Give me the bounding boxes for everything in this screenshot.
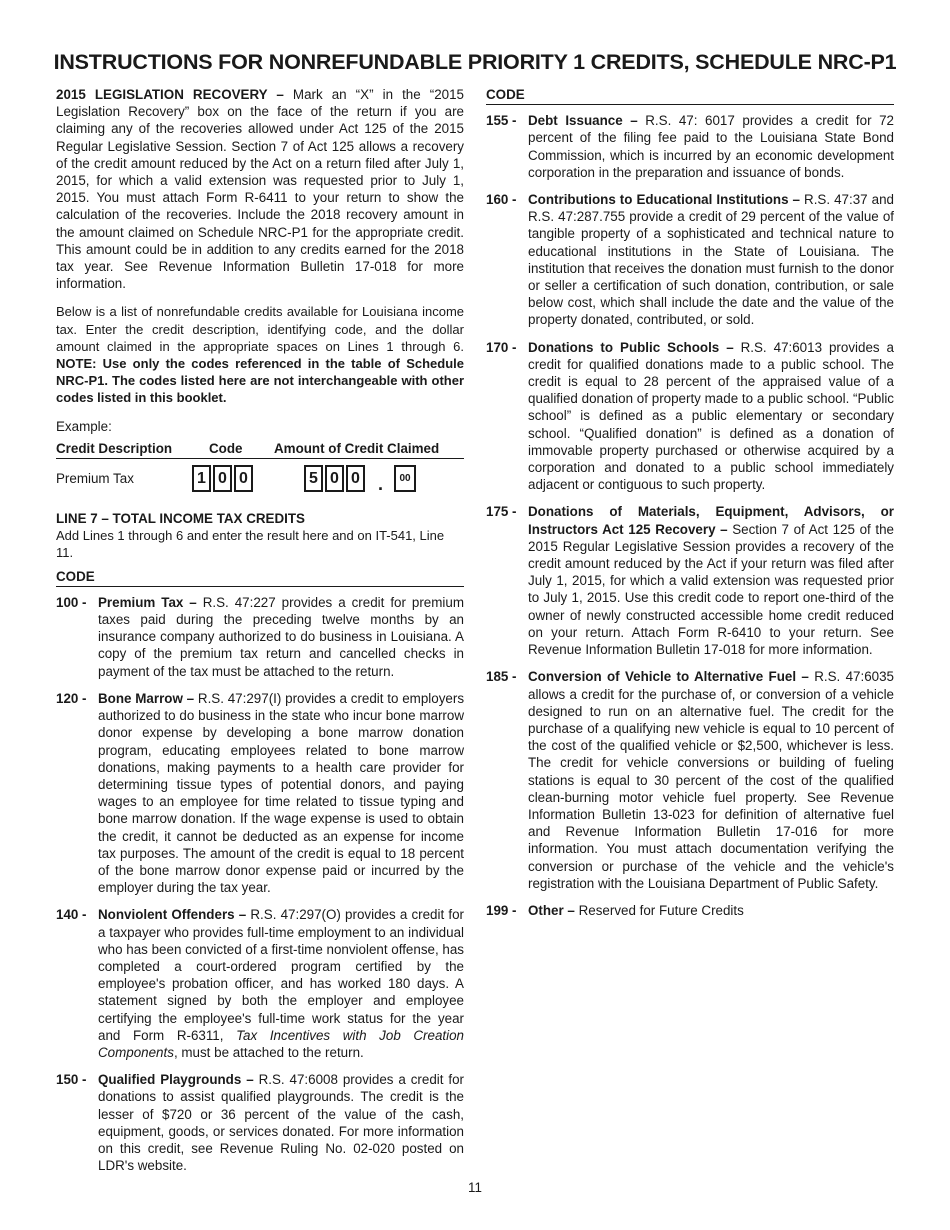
code-text: R.S. 47:297(O) provides a credit for a taxpayer who provides full-time employment to an individual who has been convicted of a first-time nonviolent offense, has completed a court-ordered program certified by the employee's probation officer, and has worked 180 days. A statement signed by both the employer and employee certifying the employee's full-time work status for the year and Form R-6311, [98,907,464,1043]
code-number: 155 - [486,113,517,129]
code-entry-155 [486,112,894,181]
line7-text: Add Lines 1 through 6 and enter the result here and on IT-541, Line 11. [56,528,445,561]
example-row [56,459,464,507]
intro-text: Below is a list of nonrefundable credits available for Louisiana income tax. Enter the credit description, identifying code, and the dollar amount claimed in the appropriate spaces on Lines 1 through 6. [56,304,464,354]
code-text: R.S. 47:6008 provides a credit for donations to assist qualified playgrounds. The credit is the lesser of $720 or 36 percent of the value of the cash, equipment, goods, or services donated. For more information on this credit, see Revenue Ruling No. 02-020 posted on LDR's website. [98,1072,465,1174]
code-entry-175 [486,503,894,658]
code-entry-100 [56,594,464,680]
example-cents-box [394,465,418,492]
code-title: Debt Issuance – [528,113,638,129]
code-text: Section 7 of Act 125 of the 2015 Regular Legislative Session provides a recovery of the credit amount reduced by the Act if your return was filed after July 1, 2015, for which a valid extension was requested prior to July 1, 2015. Use this credit code to report one-third of the owner of newly constructed accessible home credit reduced on your return. Attach Form R-6410 to your return. See Revenue Information Bulletin 17-018 for more information. [528,521,894,658]
cents-box: 00 [394,465,416,492]
intro-paragraph [56,303,464,406]
code-entry-160 [486,191,894,329]
legislation-recovery-text: Mark an “X” in the “2015 Legislation Recovery” box on the face of the return if you are claiming any of the recoveries allowed under Act 125 of the 2015 Regular Legislative Session. Section 7 of Act 125 allows a recovery of the credit amount reduced by the Act on a return filed after July 1, 2015, for which a valid extension was requested prior to July 1, 2015. You must attach Form R-6411 to your return to show the calculation of the recoveries. Include the 2018 recovery amount in the amount claimed on Schedule NRC-P1 for the appropriate credit. This amount could be in addition to any credits earned for the 2018 tax year. See Revenue Information Bulletin 17-018 for more information. [56,87,464,292]
code-number: 150 - [56,1072,87,1088]
code-title: Premium Tax – [98,594,197,610]
code-entry-199 [486,902,894,919]
code-entry-150 [56,1071,464,1174]
code-title: Donations of Materials, Equipment, Advisors, or Instructors Act 125 Recovery – [528,504,894,537]
code-text-italic: Tax Incentives with Job Creation Components [98,1027,465,1060]
decimal-point: . [378,474,384,495]
line7-section [56,510,464,562]
code-title: Donations to Public Schools – [528,339,734,355]
code-number: 199 - [486,902,517,918]
code-text: R.S. 47:6035 allows a credit for the purchase of, or conversion of a vehicle designed to run on an alternative fuel. The credit for the purchase of a qualifying new vehicle is equal to 10 percent of the cost of the qualified vehicle or $2,500, whichever is less. The credit for vehicle conversions or building of fueling stations is equal to 30 percent of the cost of the qualified clean-burning motor vehicle fuel property. See Revenue Information Bulletin 13-023 for definition of alternative fuel and Revenue Information Bulletin 17-016 for more information. You must attach documentation verifying the conversion or purchase of the vehicle and the vehicle's registration with the Louisiana Department of Public Safety. [528,669,894,891]
amount-digit-box: 0 [325,465,344,492]
code-heading-left: CODE [56,568,464,587]
line7-heading: LINE 7 – TOTAL INCOME TAX CREDITS [56,511,305,527]
legislation-recovery-paragraph [56,86,464,292]
code-text: Reserved for Future Credits [574,902,744,918]
code-digit-box: 1 [192,465,211,492]
code-heading-right: CODE [486,86,894,105]
example-col-description: Credit Description [56,440,173,456]
right-column [486,86,894,929]
example-amount-boxes [304,465,367,492]
code-title: Nonviolent Offenders – [98,907,247,923]
code-title: Contributions to Educational Institutions – [528,192,801,208]
code-number: 170 - [486,339,517,355]
code-digit-box: 0 [234,465,253,492]
code-title: Bone Marrow – [98,690,195,706]
intro-note: NOTE: Use only the codes referenced in the table of Schedule NRC-P1. The codes listed here are not interchangeable with other codes listed in this booklet. [56,356,464,406]
code-number: 120 - [56,690,87,706]
page-title: INSTRUCTIONS FOR NONREFUNDABLE PRIORITY 1 CREDITS, SCHEDULE NRC-P1 [53,50,897,74]
code-number: 185 - [486,669,517,685]
page-number: 11 [468,1180,482,1195]
code-entry-185 [486,668,894,892]
code-text: R.S. 47:37 and R.S. 47:287.755 provide a credit of 29 percent of the value of tangible property of a sophisticated and technical nature to educational institutions in the State of Louisiana. The institution that receives the donation must furnish to the donor or seller a certification of such donation, contribution, or sale below cost, which shall include the date and the value of the property donated, contributed, or sold. [528,192,894,328]
example-col-code: Code [209,440,243,456]
example-table-header [56,440,464,459]
code-text: R.S. 47: 6017 provides a credit for 72 percent of the filing fee paid to the Louisiana State Bond Commission, which is incurred by an economic development corporation in the preparation and issuance of bonds. [528,113,894,180]
example-code-boxes [192,465,255,492]
left-column [56,86,464,1184]
code-entry-170 [486,339,894,494]
legislation-recovery-heading: 2015 LEGISLATION RECOVERY – [56,87,284,102]
amount-digit-box: 0 [346,465,365,492]
code-text: R.S. 47:297(I) provides a credit to employers authorized to do business in the state who incur bone marrow donor expense by developing a bone marrow donation program, educating employees related to bone marrow donations, making payments to a health care provider for determining tissue types of potential donors, and paying wages to an employee for time related to tissue typing and bone marrow donation. If the wage expense is used to obtain the credit, it cannot be deducted as an expense for income tax purposes. The amount of the credit is equal to 18 percent of the bone marrow donor expense paid or incurred by the employer during the tax year. [98,690,465,896]
code-digit-box: 0 [213,465,232,492]
code-entry-120 [56,690,464,896]
example-col-amount: Amount of Credit Claimed [274,440,440,456]
code-text: R.S. 47:6013 provides a credit for qualified donations made to a public school. The credit is equal to 28 percent of the appraised value of a qualified donation of property made to a public school. “Public school” is defined as a public elementary or secondary school. “Qualified donation” is defined as a donation of immovable property purchased or otherwise acquired by a corporation and donated to a public school immediately adjacent or contiguous to such property. [528,339,894,493]
code-number: 160 - [486,192,517,208]
amount-digit-box: 5 [304,465,323,492]
code-title: Other – [528,902,575,918]
code-text: R.S. 47:227 provides a credit for premium taxes paid during the preceding twelve months by an insurance company authorized to do business in Louisiana. A copy of the premium tax return and cancelled checks in payment of the tax must be attached to the return. [98,594,464,679]
code-text-after: , must be attached to the return. [173,1044,364,1060]
code-title: Qualified Playgrounds – [98,1072,254,1088]
example-row-label: Premium Tax [56,471,134,487]
code-entry-140 [56,906,464,1061]
code-title: Conversion of Vehicle to Alternative Fuel – [528,669,809,685]
code-number: 140 - [56,907,87,923]
code-number: 100 - [56,594,87,610]
code-number: 175 - [486,504,517,520]
example-label: Example: [56,418,112,434]
